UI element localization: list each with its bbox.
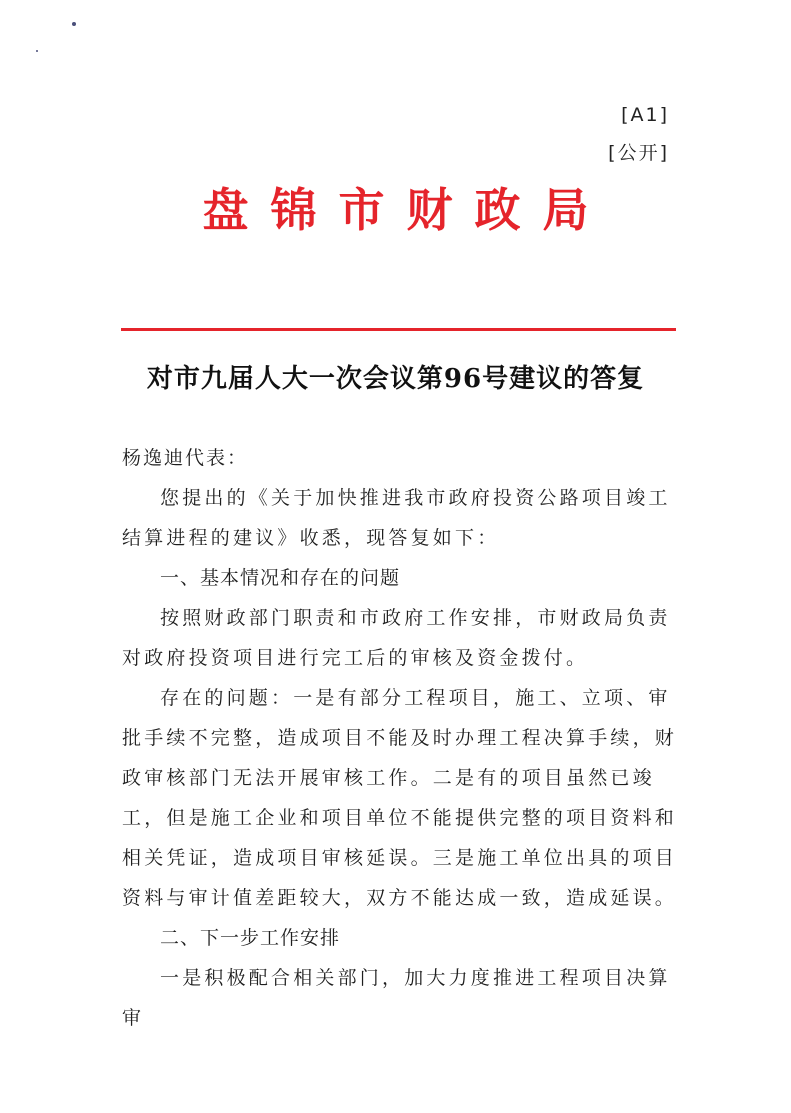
scan-speck xyxy=(36,50,38,52)
salutation: 杨逸迪代表： xyxy=(122,447,249,469)
agency-name: 盘锦市财政局 xyxy=(202,183,611,237)
red-divider xyxy=(121,328,676,331)
section2-paragraph-1: 一是积极配合相关部门，加大力度推进工程项目决算审 xyxy=(122,967,671,1029)
section1-paragraph-1: 按照财政部门职责和市政府工作安排，市财政局负责对政府投资项目进行完工后的审核及资金拨付。 xyxy=(122,607,671,669)
intro-paragraph: 您提出的《关于加快推进我市政府投资公路项目竣工结算进程的建议》收悉，现答复如下： xyxy=(122,487,671,549)
document-body xyxy=(122,438,678,1038)
disclosure-tag: [公开] xyxy=(608,142,669,164)
section1-paragraph-2: 存在的问题：一是有部分工程项目，施工、立项、审批手续不完整，造成项目不能及时办理工程决算手续，财政审核部门无法开展审核工作。二是有的项目虽然已竣工，但是施工企业和项目单位不能提供完整的项目资料和相关凭证，造成项目审核延误。三是施工单位出具的项目资料与审计值差距较大，双方不能达成一致，造成延误。 xyxy=(122,687,678,909)
classification-code: [A1] xyxy=(621,104,669,126)
document-title: 对市九届人大一次会议第96号建议的答复 xyxy=(146,364,645,394)
scan-speck xyxy=(72,22,76,26)
section-heading-2: 二、下一步工作安排 xyxy=(160,927,341,949)
section-heading-1: 一、基本情况和存在的问题 xyxy=(160,567,401,589)
